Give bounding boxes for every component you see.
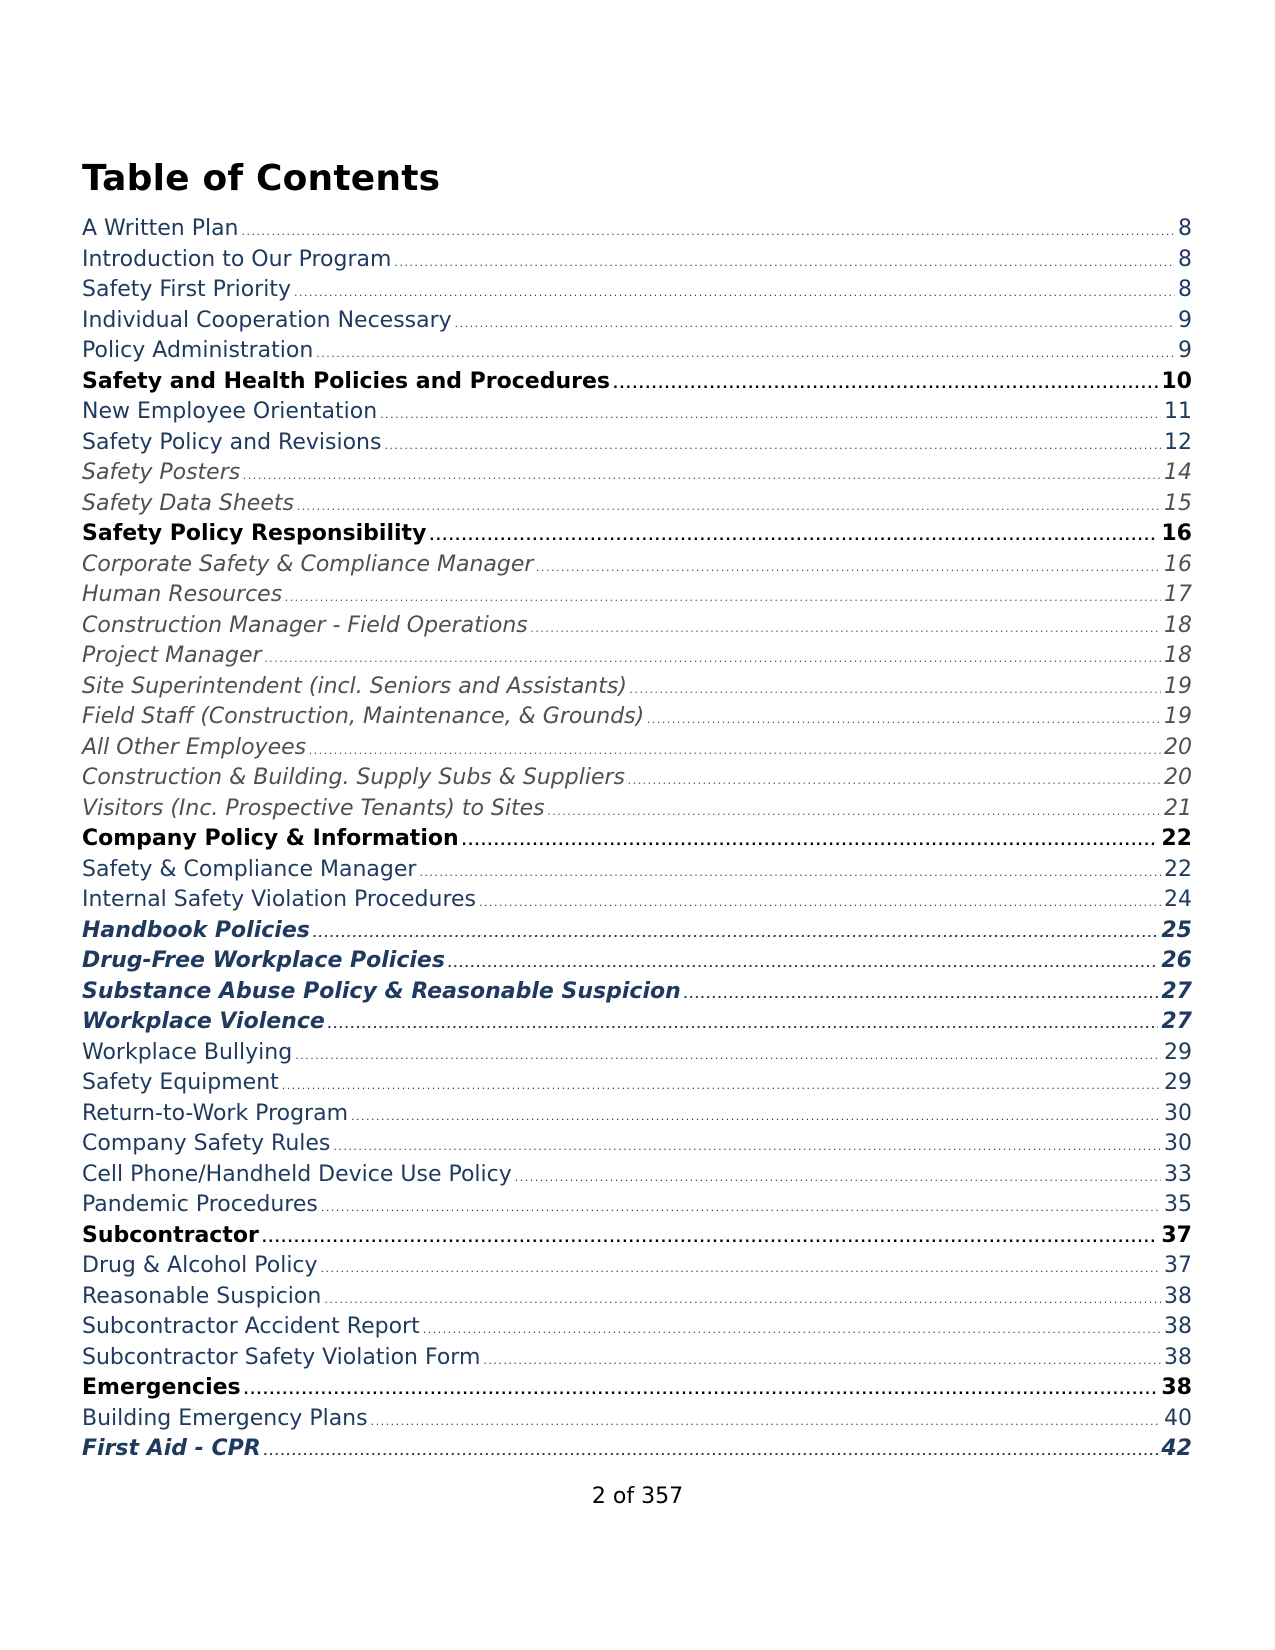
toc-entry-label: Return-to-Work Program bbox=[82, 1100, 349, 1126]
toc-entry-page-number: 22 bbox=[1161, 826, 1192, 851]
toc-entry[interactable] bbox=[82, 611, 1192, 642]
toc-entry[interactable] bbox=[82, 885, 1192, 916]
dot-leader bbox=[294, 278, 1175, 309]
toc-entry-page-number: 8 bbox=[1178, 277, 1192, 302]
toc-entry-label: Drug-Free Workplace Policies bbox=[82, 948, 445, 973]
toc-entry[interactable] bbox=[82, 580, 1192, 611]
toc-entry-page-number: 26 bbox=[1161, 948, 1192, 973]
toc-entry[interactable] bbox=[82, 1404, 1192, 1435]
toc-entry-label: Company Policy & Information bbox=[82, 826, 459, 851]
toc-entry-label: Safety Equipment bbox=[82, 1070, 279, 1095]
toc-entry-page-number: 37 bbox=[1164, 1253, 1192, 1278]
toc-entry-label: Safety Policy and Revisions bbox=[82, 429, 382, 455]
toc-entry-label: Construction & Building. Supply Subs & Suppliers bbox=[82, 765, 625, 790]
toc-entry[interactable] bbox=[82, 1129, 1192, 1160]
toc-entry[interactable] bbox=[82, 245, 1192, 276]
dot-leader bbox=[536, 553, 1161, 584]
dot-leader bbox=[282, 1071, 1161, 1102]
toc-entry-page-number: 40 bbox=[1164, 1405, 1192, 1431]
dot-leader bbox=[630, 675, 1161, 706]
toc-entry-label: Safety Data Sheets bbox=[82, 490, 294, 516]
toc-entry-label: Workplace Violence bbox=[82, 1009, 325, 1034]
toc-entry-label: Safety Posters bbox=[82, 460, 241, 485]
toc-entry-label: A Written Plan bbox=[82, 216, 239, 241]
dot-leader bbox=[429, 522, 1158, 553]
toc-entry-label: New Employee Orientation bbox=[82, 399, 378, 424]
toc-entry-label: Reasonable Suspicion bbox=[82, 1283, 322, 1309]
toc-entry-label: Company Safety Rules bbox=[82, 1131, 331, 1156]
toc-entry-label: Internal Safety Violation Procedures bbox=[82, 887, 477, 912]
toc-entry-page-number: 30 bbox=[1164, 1100, 1192, 1126]
toc-entry-label: Corporate Safety & Compliance Manager bbox=[82, 551, 534, 577]
dot-leader bbox=[351, 1102, 1161, 1133]
dot-leader bbox=[297, 492, 1161, 523]
dot-leader bbox=[483, 1346, 1161, 1377]
toc-entry[interactable] bbox=[82, 306, 1192, 337]
dot-leader bbox=[384, 431, 1161, 462]
toc-entry-label: Building Emergency Plans bbox=[82, 1405, 368, 1431]
dot-leader bbox=[242, 217, 1176, 248]
toc-entry-page-number: 27 bbox=[1161, 1009, 1192, 1034]
toc-entry[interactable] bbox=[82, 855, 1192, 886]
dot-leader bbox=[515, 1163, 1161, 1194]
dot-leader bbox=[684, 980, 1159, 1011]
toc-entry[interactable] bbox=[82, 702, 1192, 733]
toc-entry[interactable] bbox=[82, 519, 1192, 550]
toc-entry-label: Subcontractor Safety Violation Form bbox=[82, 1344, 481, 1370]
toc-entry-page-number: 16 bbox=[1161, 521, 1192, 546]
toc-entry-page-number: 20 bbox=[1164, 734, 1192, 760]
toc-entry[interactable] bbox=[82, 794, 1192, 825]
dot-leader bbox=[371, 1407, 1161, 1438]
toc-entry-label: Construction Manager - Field Operations bbox=[82, 612, 528, 638]
dot-leader bbox=[380, 400, 1161, 431]
toc-entry-label: Human Resources bbox=[82, 582, 283, 607]
toc-entry-page-number: 22 bbox=[1164, 856, 1192, 882]
toc-entry-label: Individual Cooperation Necessary bbox=[82, 307, 452, 333]
toc-entry[interactable] bbox=[82, 550, 1192, 581]
toc-entry-page-number: 27 bbox=[1161, 978, 1192, 1004]
toc-entry-page-number: 15 bbox=[1164, 490, 1192, 516]
toc-entry-page-number: 12 bbox=[1164, 429, 1192, 455]
toc-entry[interactable] bbox=[82, 1373, 1192, 1404]
toc-entry[interactable] bbox=[82, 1099, 1192, 1130]
dot-leader bbox=[448, 949, 1158, 980]
toc-entry[interactable] bbox=[82, 336, 1192, 367]
dot-leader bbox=[264, 1437, 1159, 1468]
toc-entry-page-number: 9 bbox=[1178, 338, 1192, 363]
toc-entry-page-number: 38 bbox=[1164, 1314, 1192, 1339]
toc-entry[interactable] bbox=[82, 824, 1192, 855]
toc-entry-page-number: 24 bbox=[1164, 887, 1192, 912]
toc-entry-page-number: 38 bbox=[1164, 1344, 1192, 1370]
dot-leader bbox=[265, 644, 1161, 675]
toc-entry[interactable] bbox=[82, 1221, 1192, 1252]
toc-entry[interactable] bbox=[82, 916, 1192, 947]
toc-entry-label: All Other Employees bbox=[82, 734, 307, 760]
dot-leader bbox=[324, 1285, 1161, 1316]
dot-leader bbox=[316, 339, 1175, 370]
dot-leader bbox=[462, 827, 1159, 858]
toc-entry[interactable] bbox=[82, 367, 1192, 398]
toc-entry-page-number: 21 bbox=[1164, 795, 1192, 821]
dot-leader bbox=[313, 919, 1159, 950]
toc-entry-label: Project Manager bbox=[82, 643, 262, 668]
toc-entry[interactable] bbox=[82, 1190, 1192, 1221]
toc-entry-page-number: 18 bbox=[1164, 643, 1192, 668]
toc-entry-page-number: 14 bbox=[1164, 460, 1192, 485]
toc-entry[interactable] bbox=[82, 1007, 1192, 1038]
toc-entry-page-number: 11 bbox=[1164, 399, 1192, 424]
toc-entry-label: Visitors (Inc. Prospective Tenants) to Sites bbox=[82, 795, 545, 821]
toc-entry-page-number: 10 bbox=[1161, 368, 1192, 394]
toc-entry[interactable] bbox=[82, 214, 1192, 245]
toc-entry[interactable] bbox=[82, 1068, 1192, 1099]
toc-entry[interactable] bbox=[82, 1343, 1192, 1374]
toc-entry-label: Policy Administration bbox=[82, 338, 314, 363]
toc-entry-page-number: 37 bbox=[1161, 1222, 1192, 1248]
dot-leader bbox=[321, 1193, 1161, 1224]
toc-entry-page-number: 42 bbox=[1161, 1436, 1192, 1461]
toc-entry-page-number: 38 bbox=[1164, 1283, 1192, 1309]
dot-leader bbox=[455, 309, 1175, 340]
dot-leader bbox=[423, 1315, 1161, 1346]
toc-entry-page-number: 30 bbox=[1164, 1131, 1192, 1156]
toc-entry[interactable] bbox=[82, 428, 1192, 459]
toc-entry-page-number: 19 bbox=[1164, 704, 1192, 729]
toc-entry-page-number: 17 bbox=[1164, 582, 1192, 607]
toc-entry[interactable] bbox=[82, 672, 1192, 703]
toc-entry-page-number: 18 bbox=[1164, 612, 1192, 638]
toc-entry-label: Drug & Alcohol Policy bbox=[82, 1253, 318, 1278]
toc-entry-label: Pandemic Procedures bbox=[82, 1192, 318, 1217]
toc-entry-label: Safety Policy Responsibility bbox=[82, 521, 427, 546]
toc-entry-label: Handbook Policies bbox=[82, 917, 310, 943]
dot-leader bbox=[295, 1041, 1161, 1072]
toc-entry-page-number: 9 bbox=[1178, 307, 1192, 333]
toc-entry[interactable] bbox=[82, 641, 1192, 672]
dot-leader bbox=[419, 858, 1161, 889]
toc-entry-label: Emergencies bbox=[82, 1375, 241, 1400]
dot-leader bbox=[333, 1132, 1161, 1163]
dot-leader bbox=[531, 614, 1161, 645]
dot-leader bbox=[321, 1254, 1161, 1285]
toc-entry-label: Field Staff (Construction, Maintenance, & Grounds) bbox=[82, 704, 645, 729]
toc-entry[interactable] bbox=[82, 275, 1192, 306]
dot-leader bbox=[309, 736, 1161, 767]
dot-leader bbox=[244, 1376, 1159, 1407]
toc-entry[interactable] bbox=[82, 1312, 1192, 1343]
dot-leader bbox=[647, 705, 1161, 736]
toc-entry-page-number: 35 bbox=[1164, 1192, 1192, 1217]
toc-entry-page-number: 38 bbox=[1161, 1375, 1192, 1400]
toc-entry-label: Safety First Priority bbox=[82, 277, 291, 302]
toc-entry[interactable] bbox=[82, 733, 1192, 764]
dot-leader bbox=[285, 583, 1161, 614]
toc-entry-label: Workplace Bullying bbox=[82, 1039, 293, 1065]
toc-entry[interactable] bbox=[82, 1038, 1192, 1069]
toc-entry[interactable] bbox=[82, 977, 1192, 1008]
toc-entry[interactable] bbox=[82, 489, 1192, 520]
table-of-contents bbox=[82, 214, 1192, 1465]
toc-entry[interactable] bbox=[82, 1434, 1192, 1465]
toc-entry-page-number: 8 bbox=[1178, 216, 1192, 241]
dot-leader bbox=[394, 248, 1175, 279]
toc-entry-page-number: 29 bbox=[1164, 1070, 1192, 1095]
dot-leader bbox=[628, 766, 1161, 797]
toc-entry-page-number: 29 bbox=[1164, 1039, 1192, 1065]
toc-entry-page-number: 25 bbox=[1161, 917, 1192, 943]
dot-leader bbox=[262, 1224, 1159, 1255]
dot-leader bbox=[243, 461, 1161, 492]
toc-entry-label: First Aid - CPR bbox=[82, 1436, 261, 1461]
toc-entry-label: Cell Phone/Handheld Device Use Policy bbox=[82, 1161, 512, 1187]
page-title: Table of Contents bbox=[82, 158, 441, 199]
toc-entry-label: Introduction to Our Program bbox=[82, 246, 392, 272]
dot-leader bbox=[328, 1010, 1159, 1041]
toc-entry[interactable] bbox=[82, 1282, 1192, 1313]
toc-entry[interactable] bbox=[82, 946, 1192, 977]
toc-entry-label: Safety and Health Policies and Procedures bbox=[82, 368, 610, 394]
toc-entry[interactable] bbox=[82, 1251, 1192, 1282]
toc-entry[interactable] bbox=[82, 458, 1192, 489]
toc-entry[interactable] bbox=[82, 1160, 1192, 1191]
toc-entry[interactable] bbox=[82, 397, 1192, 428]
toc-entry-page-number: 33 bbox=[1164, 1161, 1192, 1187]
toc-entry-label: Substance Abuse Policy & Reasonable Suspicion bbox=[82, 978, 681, 1004]
toc-entry-label: Safety & Compliance Manager bbox=[82, 856, 417, 882]
dot-leader bbox=[479, 888, 1161, 919]
toc-entry-page-number: 19 bbox=[1164, 673, 1192, 699]
toc-entry-label: Site Superintendent (incl. Seniors and Assistants) bbox=[82, 673, 627, 699]
dot-leader bbox=[613, 370, 1158, 401]
toc-entry[interactable] bbox=[82, 763, 1192, 794]
toc-entry-label: Subcontractor bbox=[82, 1222, 259, 1248]
toc-entry-page-number: 8 bbox=[1178, 246, 1192, 272]
toc-entry-page-number: 20 bbox=[1164, 765, 1192, 790]
toc-entry-page-number: 16 bbox=[1164, 551, 1192, 577]
dot-leader bbox=[548, 797, 1161, 828]
page-number-footer: 2 of 357 bbox=[591, 1484, 684, 1509]
toc-entry-label: Subcontractor Accident Report bbox=[82, 1314, 420, 1339]
